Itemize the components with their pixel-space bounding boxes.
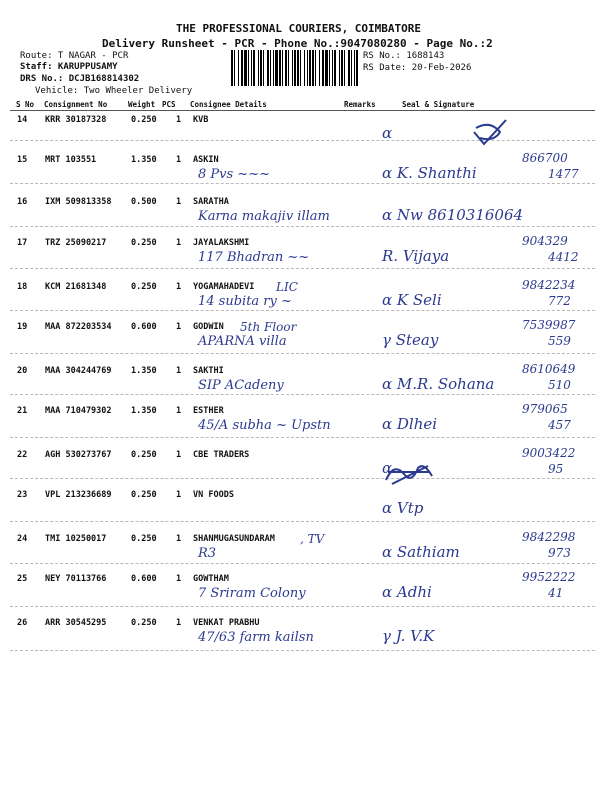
handwritten-address: APARNA villa xyxy=(198,334,287,349)
row-sno: 25 xyxy=(17,574,28,584)
handwritten-address: R3 xyxy=(198,546,217,561)
handwritten-phone-suffix: 41 xyxy=(548,586,564,600)
row-consignment-no: KRR 30187328 xyxy=(45,115,107,125)
row-pcs: 1 xyxy=(176,115,182,125)
stamp-scribble-icon xyxy=(384,460,434,488)
handwritten-note: LIC xyxy=(276,280,298,294)
header-divider xyxy=(10,110,595,111)
row-consignee-name: KVB xyxy=(193,115,209,125)
handwritten-phone: 7539987 xyxy=(522,318,576,332)
row-consignee-name: SARATHA xyxy=(193,197,229,207)
row-divider xyxy=(10,394,595,395)
row-consignment-no: MRT 103551 xyxy=(45,155,97,165)
handwritten-address: 47/63 farm kailsn xyxy=(198,630,314,645)
row-weight: 0.250 xyxy=(131,618,157,628)
col-sno-header: S No xyxy=(16,100,35,109)
row-consignee-name: JAYALAKSHMI xyxy=(193,238,250,248)
row-weight: 0.250 xyxy=(131,490,157,500)
row-sno: 16 xyxy=(17,197,28,207)
row-sno: 24 xyxy=(17,534,28,544)
handwritten-phone-suffix: 772 xyxy=(548,294,571,308)
row-sno: 17 xyxy=(17,238,28,248)
row-weight: 0.500 xyxy=(131,197,157,207)
row-consignment-no: MAA 872203534 xyxy=(45,322,112,332)
row-consignee-name: YOGAMAHADEVI xyxy=(193,282,255,292)
handwritten-phone-suffix: 457 xyxy=(548,418,571,432)
row-pcs: 1 xyxy=(176,534,182,544)
handwritten-signature: α K Seli xyxy=(382,291,442,309)
row-weight: 0.250 xyxy=(131,450,157,460)
handwritten-signature: α K. Shanthi xyxy=(382,164,477,182)
row-sno: 22 xyxy=(17,450,28,460)
handwritten-address: SIP ACadeny xyxy=(198,378,284,393)
handwritten-phone: 9842234 xyxy=(522,278,576,292)
handwritten-address: Karna makajiv illam xyxy=(198,209,330,224)
row-divider xyxy=(10,310,595,311)
row-consignment-no: KCM 21681348 xyxy=(45,282,107,292)
row-sno: 20 xyxy=(17,366,28,376)
handwritten-signature: R. Vijaya xyxy=(382,247,450,265)
row-consignee-name: ASKIN xyxy=(193,155,219,165)
row-weight: 1.350 xyxy=(131,406,157,416)
row-sno: 15 xyxy=(17,155,28,165)
handwritten-phone-suffix: 1477 xyxy=(548,167,579,181)
row-pcs: 1 xyxy=(176,574,182,584)
handwritten-signature: α Vtp xyxy=(382,499,424,517)
handwritten-signature: γ Steay xyxy=(382,331,439,349)
handwritten-phone: 866700 xyxy=(522,151,568,165)
row-consignee-name: VN FOODS xyxy=(193,490,234,500)
row-divider xyxy=(10,268,595,269)
row-consignee-name: GODWIN xyxy=(193,322,224,332)
row-sno: 26 xyxy=(17,618,28,628)
handwritten-phone: 9842298 xyxy=(522,530,576,544)
row-weight: 0.600 xyxy=(131,574,157,584)
check-mark-icon xyxy=(470,118,510,148)
handwritten-note: 5th Floor xyxy=(240,320,297,334)
row-weight: 0.600 xyxy=(131,322,157,332)
handwritten-phone: 9003422 xyxy=(522,446,576,460)
handwritten-note: , TV xyxy=(300,532,325,546)
handwritten-signature: α xyxy=(382,459,393,477)
row-sno: 18 xyxy=(17,282,28,292)
handwritten-signature: α Sathiam xyxy=(382,543,460,561)
col-pcs-header: PCS xyxy=(162,100,176,109)
handwritten-phone-suffix: 973 xyxy=(548,546,571,560)
handwritten-signature: α Dlhei xyxy=(382,415,438,433)
row-consignment-no: NEY 70113766 xyxy=(45,574,107,584)
row-weight: 0.250 xyxy=(131,238,157,248)
row-pcs: 1 xyxy=(176,618,182,628)
runsheet-title: Delivery Runsheet - PCR - Phone No.:9047080280 - Page No.:2 xyxy=(102,37,493,50)
row-pcs: 1 xyxy=(176,197,182,207)
row-pcs: 1 xyxy=(176,490,182,500)
row-consignment-no: AGH 530273767 xyxy=(45,450,112,460)
handwritten-phone-suffix: 510 xyxy=(548,378,571,392)
row-divider xyxy=(10,183,595,184)
row-sno: 23 xyxy=(17,490,28,500)
row-consignment-no: TMI 10250017 xyxy=(45,534,107,544)
row-consignment-no: IXM 509813358 xyxy=(45,197,112,207)
handwritten-phone-suffix: 559 xyxy=(548,334,571,348)
row-consignee-name: SHANMUGASUNDARAM xyxy=(193,534,275,544)
row-consignment-no: MAA 304244769 xyxy=(45,366,112,376)
col-weight-header: Weight xyxy=(128,100,156,109)
row-pcs: 1 xyxy=(176,322,182,332)
row-divider xyxy=(10,437,595,438)
handwritten-address: 117 Bhadran ~~ xyxy=(198,250,310,265)
row-consignment-no: TRZ 25090217 xyxy=(45,238,107,248)
col-seal-header: Seal & Signature xyxy=(402,100,475,109)
row-consignment-no: ARR 30545295 xyxy=(45,618,107,628)
row-sno: 19 xyxy=(17,322,28,332)
staff-label: Staff: KARUPPUSAMY xyxy=(20,62,118,72)
row-consignee-name: ESTHER xyxy=(193,406,224,416)
rs-no-label: RS No.: 1688143 xyxy=(363,51,445,61)
row-weight: 1.350 xyxy=(131,366,157,376)
row-weight: 0.250 xyxy=(131,282,157,292)
row-pcs: 1 xyxy=(176,406,182,416)
row-divider xyxy=(10,353,595,354)
row-pcs: 1 xyxy=(176,366,182,376)
handwritten-address: 8 Pvs ~~~ xyxy=(198,167,270,182)
row-weight: 0.250 xyxy=(131,115,157,125)
handwritten-signature: α xyxy=(382,124,393,142)
row-divider xyxy=(10,478,595,479)
row-consignee-name: SAKTHI xyxy=(193,366,224,376)
row-divider xyxy=(10,521,595,522)
barcode-image xyxy=(230,50,358,86)
row-divider xyxy=(10,226,595,227)
row-sno: 14 xyxy=(17,115,28,125)
handwritten-phone: 904329 xyxy=(522,234,568,248)
handwritten-address: 14 subita ry ~ xyxy=(198,294,292,309)
row-pcs: 1 xyxy=(176,282,182,292)
handwritten-address: 45/A subha ~ Upstn xyxy=(198,418,331,433)
row-weight: 0.250 xyxy=(131,534,157,544)
row-pcs: 1 xyxy=(176,155,182,165)
rs-date-label: RS Date: 20-Feb-2026 xyxy=(363,63,472,73)
row-divider xyxy=(10,650,595,651)
handwritten-signature: γ J. V.K xyxy=(382,627,435,645)
handwritten-phone: 8610649 xyxy=(522,362,576,376)
handwritten-signature: α Adhi xyxy=(382,583,432,601)
handwritten-phone-suffix: 95 xyxy=(548,462,564,476)
col-remarks-header: Remarks xyxy=(344,100,376,109)
drs-label: DRS No.: DCJB168814302 xyxy=(20,74,140,84)
col-consignee-header: Consignee Details xyxy=(190,100,267,109)
row-divider xyxy=(10,563,595,564)
handwritten-signature: α Nw 8610316064 xyxy=(382,206,524,224)
col-consignment-header: Consignment No xyxy=(44,100,108,109)
handwritten-phone: 9952222 xyxy=(522,570,576,584)
row-consignee-name: CBE TRADERS xyxy=(193,450,250,460)
vehicle-label: Vehicle: Two Wheeler Delivery xyxy=(35,86,193,96)
row-weight: 1.350 xyxy=(131,155,157,165)
row-consignment-no: MAA 710479302 xyxy=(45,406,112,416)
row-pcs: 1 xyxy=(176,238,182,248)
row-consignee-name: GOWTHAM xyxy=(193,574,229,584)
row-divider xyxy=(10,606,595,607)
handwritten-signature: α M.R. Sohana xyxy=(382,375,495,393)
handwritten-phone-suffix: 4412 xyxy=(548,250,579,264)
row-consignment-no: VPL 213236689 xyxy=(45,490,112,500)
row-pcs: 1 xyxy=(176,450,182,460)
handwritten-phone: 979065 xyxy=(522,402,568,416)
route-label: Route: T NAGAR - PCR xyxy=(20,51,129,61)
row-consignee-name: VENKAT PRABHU xyxy=(193,618,260,628)
handwritten-address: 7 Sriram Colony xyxy=(198,586,306,601)
company-title: THE PROFESSIONAL COURIERS, COIMBATORE xyxy=(176,22,422,35)
row-sno: 21 xyxy=(17,406,28,416)
